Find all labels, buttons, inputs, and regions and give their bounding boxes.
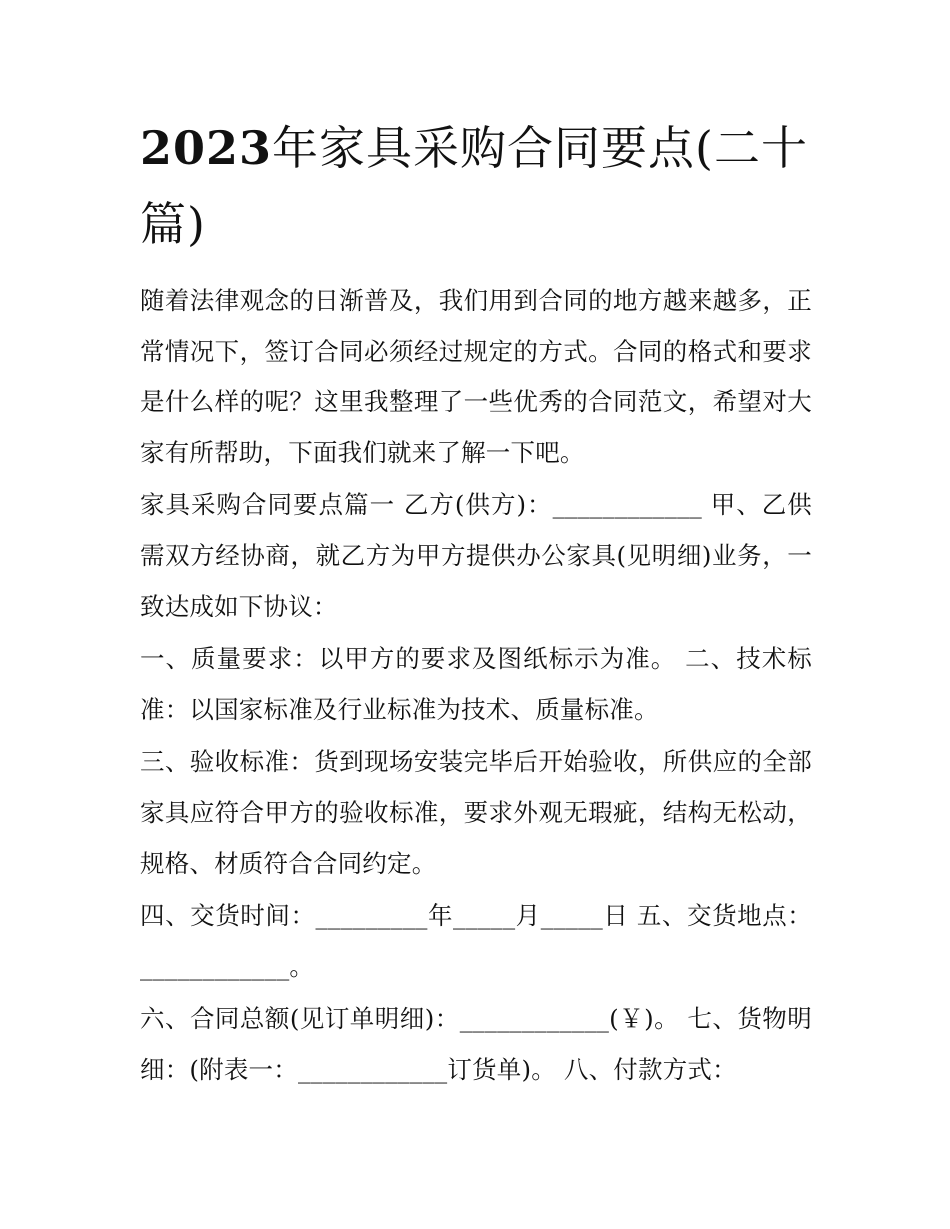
title-text: 年家具采购合同要点(二十篇) <box>140 121 808 251</box>
quality-technical-paragraph: 一、质量要求：以甲方的要求及图纸标示为准。 二、技术标准：以国家标准及行业标准为技术、质量标准。 <box>140 644 812 724</box>
intro-paragraph: 随着法律观念的日渐普及，我们用到合同的地方越来越多，正常情况下，签订合同必须经过规定的方式。合同的格式和要求是什么样的呢？这里我整理了一些优秀的合同范文，希望对大家有所帮助，下面我们就来了解一下吧。 <box>140 286 812 467</box>
contract-opening-paragraph: 家具采购合同要点篇一 乙方(供方)：____________ 甲、乙供需双方经协商，就乙方为甲方提供办公家具(见明细)业务，一致达成如下协议： <box>140 490 812 621</box>
title-year: 2023 <box>140 121 273 175</box>
document-body <box>140 276 812 1096</box>
delivery-paragraph: 四、交货时间：_________年_____月_____日 五、交货地点：____________。 <box>140 901 812 981</box>
acceptance-paragraph: 三、验收标准：货到现场安装完毕后开始验收，所供应的全部家具应符合甲方的验收标准，要求外观无瑕疵，结构无松动，规格、材质符合合同约定。 <box>140 747 812 878</box>
amount-payment-paragraph: 六、合同总额(见订单明细)：____________(￥)。 七、货物明细：(附表一：____________订货单)。 八、付款方式： <box>140 1004 812 1084</box>
document-title <box>140 110 820 262</box>
